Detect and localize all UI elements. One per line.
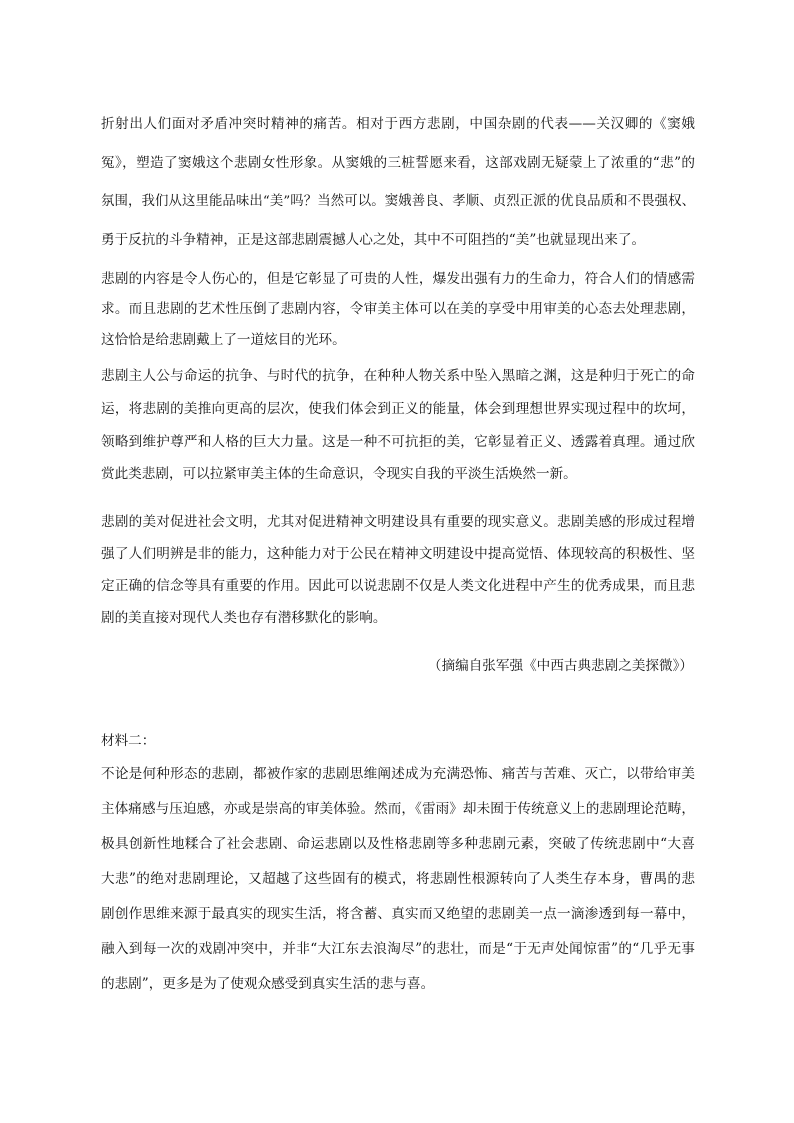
text-line: 强了人们明辨是非的能力，这种能力对于公民在精神文明建设中提高觉悟、体现较高的积极性、坚: [101, 546, 695, 562]
text-line: 融入到每一次的戏剧冲突中，并非“大江东去浪淘尽”的悲壮，而是“于无声处闻惊雷”的“几乎无事: [101, 941, 695, 957]
text-line: 主体痛感与压迫感，亦或是崇高的审美体验。然而，《雷雨》却未囿于传统意义上的悲剧理论范畴，: [101, 801, 695, 817]
text-line: 氛围，我们从这里能品味出“美”吗？当然可以。窦娥善良、孝顺、贞烈正派的优良品质和不畏强权、: [101, 194, 695, 209]
text-line: 定正确的信念等具有重要的作用。因此可以说悲剧不仅是人类文化进程中产生的优秀成果，而且悲: [101, 578, 695, 594]
text-line: 的悲剧”，更多是为了使观众感受到真实生活的悲与喜。: [101, 976, 435, 992]
text-line: 赏此类悲剧，可以拉紧审美主体的生命意识，令现实自我的平淡生活焕然一新。: [101, 466, 577, 482]
text-line: 勇于反抗的斗争精神，正是这部悲剧震撼人心之处，其中不可阻挡的“美”也就显现出来了。: [101, 232, 646, 248]
text-line: 大悲”的绝对悲剧理论，又超越了这些固有的模式，将悲剧性根源转向了人类生存本身，曹禺的悲: [101, 871, 695, 887]
text-line: 这恰恰是给悲剧戴上了一道炫目的光环。: [101, 332, 346, 348]
text-line: 极具创新性地糅合了社会悲剧、命运悲剧以及性格悲剧等多种悲剧元素，突破了传统悲剧中“大喜: [101, 836, 695, 852]
text-line: 运，将悲剧的美推向更高的层次，使我们体会到正义的能量，体会到理想世界实现过程中的坎坷，: [101, 401, 695, 417]
text-line: 剧的美直接对现代人类也存有潜移默化的影响。: [101, 610, 387, 626]
text-line: 不论是何种形态的悲剧，都被作家的悲剧思维阐述成为充满恐怖、痛苦与苦难、灭亡，以带给审美: [101, 766, 695, 782]
text-line: 剧创作思维来源于最真实的现实生活，将含蓄、真实而又绝望的悲剧美一点一滴渗透到每一幕中，: [101, 906, 695, 922]
source-citation: （摘编自张军强《中西古典悲剧之美探微》）: [427, 658, 693, 674]
text-line: 求。而且悲剧的艺术性压倒了悲剧内容，令审美主体可以在美的享受中用审美的心态去处理悲剧，: [101, 301, 695, 317]
text-line: 悲剧主人公与命运的抗争、与时代的抗争，在种种人物关系中坠入黑暗之渊，这是种归于死亡的命: [101, 368, 695, 384]
text-line: 折射出人们面对矛盾冲突时精神的痛苦。相对于西方悲剧，中国杂剧的代表——关汉卿的《窦娥: [101, 116, 695, 132]
text-line: 冤》，塑造了窦娥这个悲剧女性形象。从窦娥的三桩誓愿来看，这部戏剧无疑蒙上了浓重的“悲”的: [101, 155, 695, 171]
text-line: 悲剧的内容是令人伤心的，但是它彰显了可贵的人性，爆发出强有力的生命力，符合人们的情感需: [101, 271, 695, 287]
text-line: 领略到维护尊严和人格的巨大力量。这是一种不可抗拒的美，它彰显着正义、透露着真理。通过欣: [101, 434, 695, 450]
material2-heading: 材料二：: [101, 733, 156, 749]
text-line: 悲剧的美对促进社会文明，尤其对促进精神文明建设具有重要的现实意义。悲剧美感的形成过程增: [101, 514, 695, 530]
